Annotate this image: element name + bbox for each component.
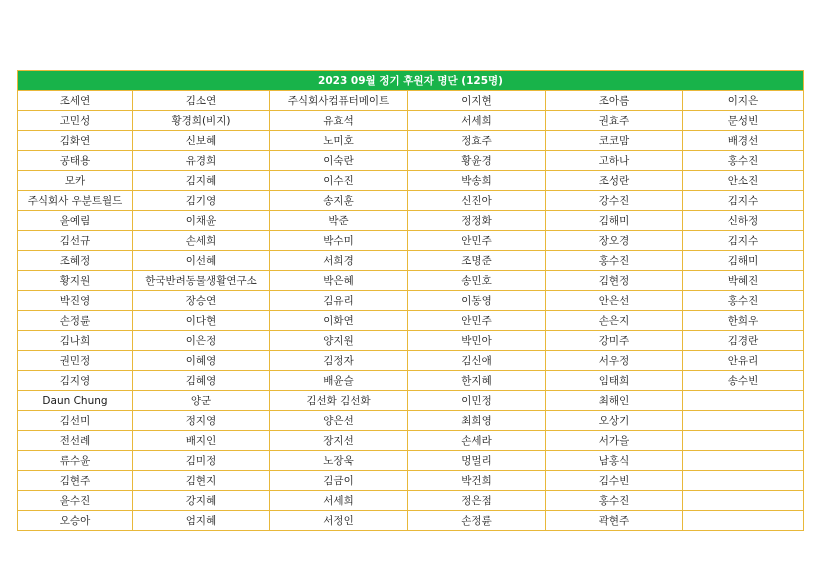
donor-name-cell: 임태희 xyxy=(546,371,683,391)
donor-name-cell: 박수미 xyxy=(270,231,408,251)
table-row xyxy=(18,411,804,431)
donor-name-cell: 정은점 xyxy=(408,491,546,511)
donor-name-cell: 코코맘 xyxy=(546,131,683,151)
donor-name-cell: 이수진 xyxy=(270,171,408,191)
table-row xyxy=(18,291,804,311)
donor-name-cell xyxy=(683,431,804,451)
donor-name-cell: 주식회사 우분트월드 xyxy=(18,191,133,211)
donor-name-cell: 홍수진 xyxy=(546,491,683,511)
donor-table-body xyxy=(18,91,804,531)
donor-name-cell: 황윤경 xyxy=(408,151,546,171)
donor-name-cell: 문성빈 xyxy=(683,111,804,131)
donor-name-cell: 김해미 xyxy=(683,251,804,271)
donor-name-cell xyxy=(683,511,804,531)
donor-name-cell: 윤수진 xyxy=(18,491,133,511)
donor-name-cell: 박혜진 xyxy=(683,271,804,291)
donor-name-cell xyxy=(683,391,804,411)
donor-name-cell: 서가을 xyxy=(546,431,683,451)
donor-name-cell: 조성란 xyxy=(546,171,683,191)
table-row xyxy=(18,351,804,371)
donor-name-cell: 서우정 xyxy=(546,351,683,371)
donor-name-cell: 안민주 xyxy=(408,231,546,251)
donor-name-cell xyxy=(683,471,804,491)
donor-name-cell: 남홍식 xyxy=(546,451,683,471)
donor-name-cell: 박은혜 xyxy=(270,271,408,291)
donor-name-cell: 양지원 xyxy=(270,331,408,351)
donor-name-cell: 김금이 xyxy=(270,471,408,491)
donor-name-cell: 고민성 xyxy=(18,111,133,131)
donor-name-cell: 이화연 xyxy=(270,311,408,331)
table-row xyxy=(18,431,804,451)
donor-name-cell: 김지수 xyxy=(683,231,804,251)
donor-name-cell xyxy=(683,491,804,511)
donor-name-cell: 김지영 xyxy=(18,371,133,391)
donor-name-cell: 손정륜 xyxy=(18,311,133,331)
table-row xyxy=(18,131,804,151)
donor-name-cell: 이숙란 xyxy=(270,151,408,171)
donor-name-cell: 김현정 xyxy=(546,271,683,291)
table-row xyxy=(18,251,804,271)
donor-name-cell: 배경선 xyxy=(683,131,804,151)
donor-name-cell: 장지선 xyxy=(270,431,408,451)
donor-name-cell: 윤예림 xyxy=(18,211,133,231)
donor-name-cell: 이지현 xyxy=(408,91,546,111)
table-row xyxy=(18,151,804,171)
donor-name-cell: 김해미 xyxy=(546,211,683,231)
donor-name-cell: 이다현 xyxy=(133,311,270,331)
table-row xyxy=(18,511,804,531)
donor-name-cell: 정지영 xyxy=(133,411,270,431)
donor-name-cell: 양군 xyxy=(133,391,270,411)
donor-name-cell: 송수빈 xyxy=(683,371,804,391)
donor-name-cell: 강수진 xyxy=(546,191,683,211)
donor-name-cell: 이민정 xyxy=(408,391,546,411)
table-row xyxy=(18,191,804,211)
donor-name-cell: 강지혜 xyxy=(133,491,270,511)
table-row xyxy=(18,371,804,391)
donor-name-cell: 노미호 xyxy=(270,131,408,151)
donor-name-cell: 장승연 xyxy=(133,291,270,311)
donor-name-cell: 배지인 xyxy=(133,431,270,451)
donor-name-cell: 한국반려동물생활연구소 xyxy=(133,271,270,291)
donor-name-cell: 박송희 xyxy=(408,171,546,191)
donor-name-cell: 서희경 xyxy=(270,251,408,271)
donor-name-cell: 김선규 xyxy=(18,231,133,251)
donor-name-cell: 박건희 xyxy=(408,471,546,491)
donor-name-cell: 이선혜 xyxy=(133,251,270,271)
donor-name-cell: 주식회사컴퓨터메이트 xyxy=(270,91,408,111)
donor-name-cell: 류수윤 xyxy=(18,451,133,471)
donor-name-cell: 유경희 xyxy=(133,151,270,171)
table-row xyxy=(18,391,804,411)
table-title: 2023 09월 정기 후원자 명단 (125명) xyxy=(18,71,804,91)
donor-name-cell: 오승아 xyxy=(18,511,133,531)
donor-name-cell: 김현지 xyxy=(133,471,270,491)
donor-name-cell: 황경희(비지) xyxy=(133,111,270,131)
donor-name-cell: 강미주 xyxy=(546,331,683,351)
donor-name-cell: 조아름 xyxy=(546,91,683,111)
donor-name-cell: 신보혜 xyxy=(133,131,270,151)
table-row xyxy=(18,91,804,111)
donor-name-cell: 박민아 xyxy=(408,331,546,351)
donor-name-cell: 박진영 xyxy=(18,291,133,311)
donor-name-cell: 김신애 xyxy=(408,351,546,371)
donor-name-cell: 조혜정 xyxy=(18,251,133,271)
donor-name-cell: 홍수진 xyxy=(546,251,683,271)
table-row xyxy=(18,231,804,251)
donor-name-cell: 김경란 xyxy=(683,331,804,351)
title-row xyxy=(18,71,804,91)
donor-name-cell: 손세라 xyxy=(408,431,546,451)
table-row xyxy=(18,311,804,331)
donor-name-cell: 손정륜 xyxy=(408,511,546,531)
donor-name-cell: 홍수진 xyxy=(683,151,804,171)
donor-name-cell: 송민호 xyxy=(408,271,546,291)
donor-table xyxy=(17,70,804,531)
donor-name-cell: 서정인 xyxy=(270,511,408,531)
table-row xyxy=(18,211,804,231)
donor-name-cell: 유효석 xyxy=(270,111,408,131)
donor-name-cell: 이은정 xyxy=(133,331,270,351)
donor-name-cell: 손세희 xyxy=(133,231,270,251)
donor-name-cell xyxy=(683,451,804,471)
donor-name-cell: 신진아 xyxy=(408,191,546,211)
donor-name-cell: 배윤슬 xyxy=(270,371,408,391)
table-row xyxy=(18,471,804,491)
donor-sheet xyxy=(17,70,803,531)
donor-name-cell: 손은지 xyxy=(546,311,683,331)
donor-name-cell: 권민정 xyxy=(18,351,133,371)
donor-name-cell: 고하나 xyxy=(546,151,683,171)
donor-name-cell: 권효주 xyxy=(546,111,683,131)
donor-name-cell: 정효주 xyxy=(408,131,546,151)
table-row xyxy=(18,331,804,351)
donor-name-cell: 김기영 xyxy=(133,191,270,211)
donor-name-cell: 김혜영 xyxy=(133,371,270,391)
donor-name-cell: 박준 xyxy=(270,211,408,231)
donor-name-cell: 노장욱 xyxy=(270,451,408,471)
table-row xyxy=(18,271,804,291)
donor-name-cell: 황지원 xyxy=(18,271,133,291)
table-row xyxy=(18,171,804,191)
donor-name-cell: 곽현주 xyxy=(546,511,683,531)
donor-name-cell: 안은선 xyxy=(546,291,683,311)
donor-name-cell: 신하정 xyxy=(683,211,804,231)
donor-name-cell: 최해인 xyxy=(546,391,683,411)
donor-name-cell: 멍멀리 xyxy=(408,451,546,471)
donor-name-cell: 김나희 xyxy=(18,331,133,351)
donor-name-cell: 이혜영 xyxy=(133,351,270,371)
donor-name-cell: 한지혜 xyxy=(408,371,546,391)
donor-name-cell: 모카 xyxy=(18,171,133,191)
donor-name-cell: 공태용 xyxy=(18,151,133,171)
donor-name-cell xyxy=(683,411,804,431)
donor-name-cell: 조명준 xyxy=(408,251,546,271)
donor-name-cell: 이채윤 xyxy=(133,211,270,231)
donor-name-cell: Daun Chung xyxy=(18,391,133,411)
donor-name-cell: 양은선 xyxy=(270,411,408,431)
donor-name-cell: 김소연 xyxy=(133,91,270,111)
donor-name-cell: 안민주 xyxy=(408,311,546,331)
donor-name-cell: 한희우 xyxy=(683,311,804,331)
donor-name-cell: 정정화 xyxy=(408,211,546,231)
donor-name-cell: 김선미 xyxy=(18,411,133,431)
table-row xyxy=(18,451,804,471)
donor-name-cell: 서세희 xyxy=(408,111,546,131)
table-row xyxy=(18,491,804,511)
donor-name-cell: 조세연 xyxy=(18,91,133,111)
donor-name-cell: 김현주 xyxy=(18,471,133,491)
donor-name-cell: 전선례 xyxy=(18,431,133,451)
donor-name-cell: 안유리 xyxy=(683,351,804,371)
donor-name-cell: 이동영 xyxy=(408,291,546,311)
donor-name-cell: 송지훈 xyxy=(270,191,408,211)
donor-name-cell: 김지수 xyxy=(683,191,804,211)
donor-name-cell: 김선화 김선화 xyxy=(270,391,408,411)
donor-name-cell: 장오경 xyxy=(546,231,683,251)
donor-name-cell: 김지혜 xyxy=(133,171,270,191)
table-row xyxy=(18,111,804,131)
donor-name-cell: 김미정 xyxy=(133,451,270,471)
donor-name-cell: 서세희 xyxy=(270,491,408,511)
donor-name-cell: 최희영 xyxy=(408,411,546,431)
donor-name-cell: 안소진 xyxy=(683,171,804,191)
donor-name-cell: 홍수진 xyxy=(683,291,804,311)
donor-name-cell: 김정자 xyxy=(270,351,408,371)
donor-name-cell: 이지은 xyxy=(683,91,804,111)
donor-name-cell: 김유리 xyxy=(270,291,408,311)
donor-name-cell: 김화연 xyxy=(18,131,133,151)
donor-name-cell: 김수빈 xyxy=(546,471,683,491)
donor-name-cell: 엄지혜 xyxy=(133,511,270,531)
donor-name-cell: 오상기 xyxy=(546,411,683,431)
